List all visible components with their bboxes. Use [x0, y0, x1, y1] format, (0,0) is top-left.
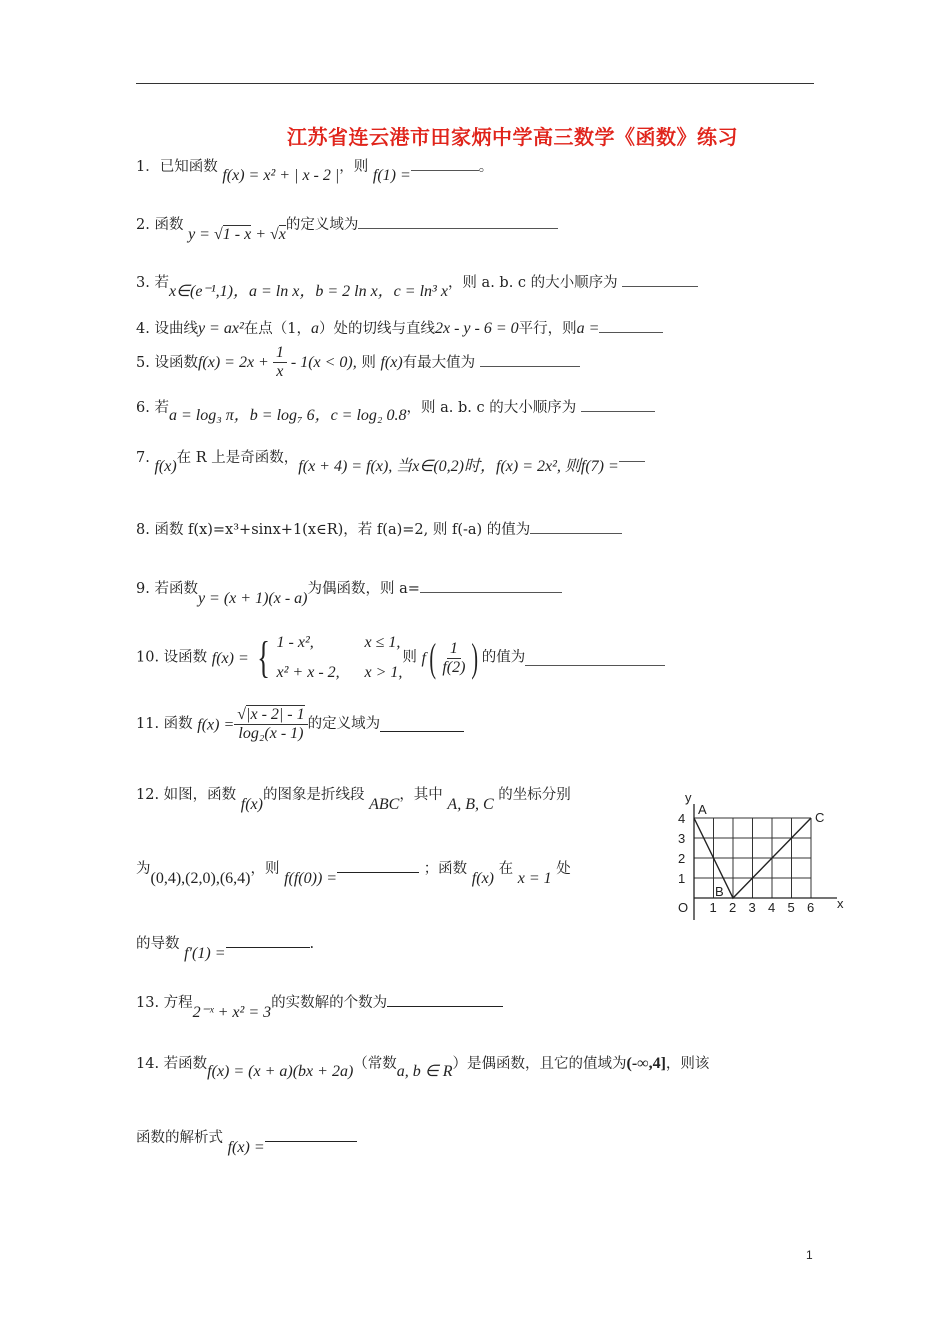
point-b-label: B	[715, 884, 724, 899]
y-tick-label: 3	[678, 831, 686, 846]
q5-expr-a: f(x) = 2x +	[197, 353, 273, 371]
q5-answer-blank[interactable]	[480, 352, 580, 367]
q4-answer-blank[interactable]	[599, 318, 663, 333]
q9-answer-blank[interactable]	[420, 578, 562, 593]
q10-denominator: f(2)	[442, 658, 466, 676]
q4-lead: 4. 设曲线	[136, 321, 198, 337]
q12-mid7: 处	[556, 861, 571, 877]
q1-end: 。	[478, 159, 494, 175]
q4-mid2: ）处的切线与直线	[318, 321, 435, 337]
q1-expression: f(x) = x² + | x - 2 |	[222, 167, 340, 184]
origin-label: O	[678, 900, 689, 915]
function-graph	[668, 778, 850, 922]
x-tick-label: 1	[709, 900, 717, 915]
q12-mid4: ，则	[250, 861, 280, 877]
x-tick-label: 5	[787, 900, 795, 915]
q6-expression: a = log₃ π，b = log₇ 6，c = log₂ 0.8	[168, 407, 407, 424]
question-11	[136, 706, 464, 744]
q10-tail: 的值为	[481, 649, 526, 666]
question-8	[136, 519, 622, 539]
q10-cond-2: x > 1,	[364, 664, 403, 682]
x-tick-label: 4	[768, 900, 776, 915]
q10-piecewise	[253, 628, 402, 689]
q12-fx2: f(x)	[471, 870, 494, 887]
q12-line2-lead: 为	[136, 861, 151, 877]
x-axis-label: x	[837, 896, 844, 911]
q10-case-2: x² + x - 2,	[276, 664, 340, 682]
q5-tail: 有最大值为	[402, 354, 476, 371]
q5-lead: 5. 设函数	[136, 354, 198, 371]
question-10	[136, 628, 665, 689]
q11-tail: 的定义域为	[307, 716, 381, 733]
q10-case-1: 1 - x²,	[276, 634, 314, 651]
y-tick-label: 1	[678, 871, 686, 886]
q13-answer-blank[interactable]	[387, 992, 503, 1007]
q12-lead: 12. 如图，函数	[136, 787, 237, 803]
q10-close-paren: )	[471, 635, 479, 681]
q2-answer-blank[interactable]	[358, 214, 558, 229]
q12-points: A, B, C	[447, 796, 494, 813]
q7-mid: 在 R 上是奇函数，	[176, 450, 299, 466]
q4-curve: y = ax²	[197, 320, 244, 337]
q2-radicand-2: x	[278, 226, 286, 243]
q10-numerator: 1	[447, 640, 461, 659]
q5-numerator: 1	[273, 344, 287, 363]
y-axis-label: y	[685, 790, 692, 805]
point-c-label: C	[815, 810, 825, 825]
q4-mid1: 在点（1，	[243, 321, 311, 337]
x-tick-label: 3	[748, 900, 756, 915]
q10-cond-1: x ≤ 1,	[364, 634, 401, 651]
q11-denominator: log₂(x - 1)	[238, 725, 304, 743]
q8-answer-blank[interactable]	[530, 519, 622, 534]
q7-lead: 7.	[136, 450, 150, 466]
question-7	[136, 447, 645, 475]
page-number: 1	[806, 1248, 813, 1262]
q1-mid: ，则	[339, 159, 369, 175]
graph-labels	[678, 790, 844, 915]
q14-expression: f(x) = (x + a)(bx + 2a)	[207, 1063, 354, 1080]
q5-mid: 则	[361, 354, 376, 371]
q10-lead: 10. 设函数	[136, 649, 208, 666]
q4-ask: a =	[576, 320, 600, 337]
q6-tail: ，则 a. b. c 的大小顺序为	[406, 400, 577, 416]
q2-expr-a: y =	[188, 226, 214, 243]
q10-cases	[277, 628, 403, 689]
q13-lead: 13. 方程	[136, 995, 193, 1011]
q11-fx: f(x) =	[197, 716, 235, 734]
x-tick-label: 2	[729, 900, 737, 915]
question-5	[136, 344, 580, 382]
q12-abc: ABC	[369, 796, 400, 813]
q14-mid: （常数	[353, 1056, 397, 1072]
q10-fx: f(x) =	[211, 649, 249, 667]
q6-answer-blank[interactable]	[581, 397, 655, 412]
q5-fx: f(x)	[380, 353, 403, 371]
q12-mid5: ；函数	[423, 861, 468, 877]
q13-tail: 的实数解的个数为	[271, 995, 388, 1011]
q11-lead: 11. 函数	[136, 716, 193, 733]
q10-open-paren: (	[429, 635, 436, 681]
q2-plus: +	[251, 226, 270, 243]
y-tick-label: 2	[678, 851, 686, 866]
question-9	[136, 578, 562, 607]
question-13	[136, 992, 503, 1021]
question-14-line-1	[136, 1054, 710, 1080]
q7-expression: f(x + 4) = f(x), 当x∈(0,2)时，f(x) = 2x², 则f(7) =	[298, 458, 619, 475]
q12-answer-blank-2[interactable]	[226, 933, 310, 948]
question-12-line-1	[136, 785, 571, 813]
q12-x1: x = 1	[517, 870, 552, 887]
question-6	[136, 397, 655, 424]
y-tick-label: 4	[678, 811, 686, 826]
q7-answer-blank[interactable]	[619, 447, 645, 462]
question-1	[136, 156, 494, 184]
q11-radicand: |x - 2| - 1	[246, 706, 305, 723]
q2-lead: 2. 函数	[136, 217, 184, 233]
q12-mid3: 的坐标分别	[498, 787, 571, 803]
point-a-label: A	[698, 802, 707, 817]
q13-expression: 2⁻ˣ + x² = 3	[192, 1004, 272, 1021]
q11-answer-blank[interactable]	[380, 717, 464, 732]
q5-fraction	[273, 344, 287, 382]
q12-coords: (0,4),(2,0),(6,4)	[150, 870, 251, 887]
q14-line2: 函数的解析式	[136, 1130, 223, 1146]
q5-denominator: x	[276, 363, 284, 381]
q1-lead: 1．已知函数	[136, 159, 218, 175]
q12-line3-lead: 的导数	[136, 936, 180, 952]
q2-expression: y = √1 - x + √x	[188, 226, 286, 243]
q4-param-a: a	[310, 320, 319, 337]
question-2	[136, 214, 558, 243]
question-14-line-2	[136, 1127, 357, 1156]
q6-lead: 6. 若	[136, 400, 169, 416]
q5-expr-b: - 1(x < 0),	[286, 353, 357, 371]
q14-constants: a, b ∈ R	[396, 1063, 453, 1080]
q2-tail: 的定义域为	[285, 217, 359, 233]
q8-text: 8. 函数 f(x)=x³+sinx+1(x∈R)，若 f(a)=2, 则 f(-a) 的值为	[136, 522, 531, 538]
q9-tail: 为偶函数，则 a=	[307, 581, 420, 597]
x-tick-label: 6	[807, 900, 815, 915]
q14-ask: f(x) =	[227, 1139, 265, 1156]
q10-answer-blank[interactable]	[525, 651, 665, 666]
q7-fx: f(x)	[154, 458, 177, 475]
q2-radicand-1: 1 - x	[222, 226, 252, 243]
q14-answer-blank[interactable]	[265, 1127, 357, 1142]
q3-answer-blank[interactable]	[622, 272, 698, 287]
q12-ask-2: f′(1) =	[184, 945, 226, 962]
q14-lead: 14. 若函数	[136, 1056, 208, 1072]
q3-tail: ，则 a. b. c 的大小顺序为	[447, 275, 618, 291]
q12-ask-1: f(f(0)) =	[284, 870, 338, 887]
page-title: 江苏省连云港市田家炳中学高三数学《函数》练习	[287, 125, 738, 149]
q14-mid2: ）是偶函数，且它的值域为	[452, 1056, 627, 1072]
q3-lead: 3. 若	[136, 275, 169, 291]
q9-expression: y = (x + 1)(x - a)	[197, 590, 308, 607]
question-12-line-3	[136, 933, 315, 962]
q12-end: .	[309, 936, 315, 952]
q14-range: (-∞,4]	[626, 1055, 666, 1072]
header-rule	[136, 83, 814, 84]
q12-mid2: ，其中	[399, 787, 443, 803]
q4-line: 2x - y - 6 = 0	[434, 320, 519, 337]
q12-mid1: 的图象是折线段	[262, 787, 365, 803]
q10-brace: {	[257, 633, 271, 683]
q1-answer-blank[interactable]	[411, 156, 479, 171]
q10-fraction	[439, 640, 468, 678]
question-12-line-2	[136, 858, 571, 887]
q12-fx: f(x)	[240, 796, 263, 813]
question-3	[136, 272, 698, 300]
q10-f: f	[421, 649, 426, 667]
q3-expression: x∈(e⁻¹,1)，a = ln x，b = 2 ln x，c = ln³ x	[168, 283, 448, 300]
q12-mid6: 在	[498, 861, 514, 877]
q12-answer-blank-1[interactable]	[337, 858, 419, 873]
q1-ask: f(1) =	[372, 167, 411, 184]
question-4	[136, 318, 663, 338]
q11-numerator: √|x - 2| - 1	[234, 706, 307, 725]
q11-fraction	[234, 706, 307, 744]
q4-mid3: 平行，则	[518, 321, 577, 337]
q10-mid: 则	[402, 649, 417, 666]
q9-lead: 9. 若函数	[136, 581, 198, 597]
q14-tail: ，则该	[665, 1056, 710, 1072]
